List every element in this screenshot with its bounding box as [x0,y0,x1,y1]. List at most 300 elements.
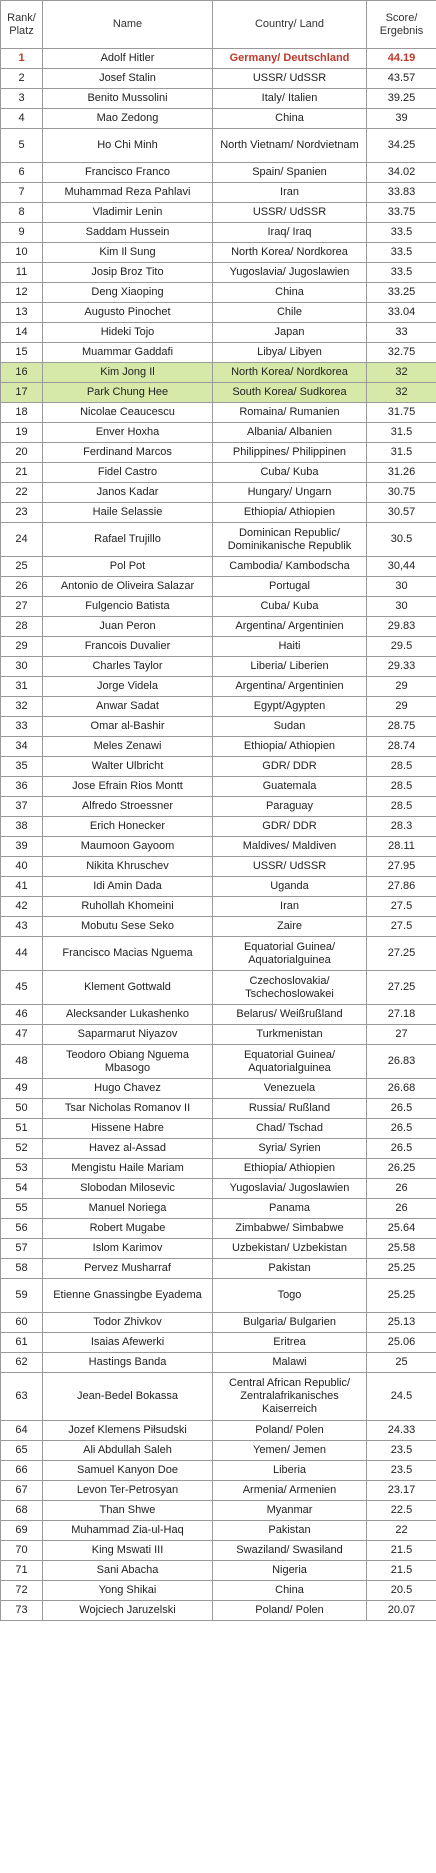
name-cell: Saparmarut Niyazov [43,1025,213,1045]
rank-cell: 29 [1,637,43,657]
rank-cell: 24 [1,523,43,557]
table-row [1,1421,436,1441]
country-cell: China [213,1581,367,1601]
country-cell: Nigeria [213,1561,367,1581]
name-cell: Rafael Trujillo [43,523,213,557]
table-row [1,443,436,463]
name-cell: Francois Duvalier [43,637,213,657]
table-row [1,1079,436,1099]
score-cell: 26.5 [367,1119,436,1139]
name-cell: Todor Zhivkov [43,1313,213,1333]
country-cell: Italy/ Italien [213,89,367,109]
score-cell: 25.58 [367,1239,436,1259]
name-cell: King Mswati III [43,1541,213,1561]
name-cell: Jozef Klemens Piłsudski [43,1421,213,1441]
rank-cell: 7 [1,183,43,203]
name-cell: Deng Xiaoping [43,283,213,303]
country-cell: Belarus/ Weißrußland [213,1005,367,1025]
name-cell: Omar al-Bashir [43,717,213,737]
country-cell: Argentina/ Argentinien [213,617,367,637]
rank-cell: 52 [1,1139,43,1159]
rank-cell: 47 [1,1025,43,1045]
name-cell: Vladimir Lenin [43,203,213,223]
country-cell: USSR/ UdSSR [213,69,367,89]
country-cell: Iran [213,183,367,203]
country-cell: Chile [213,303,367,323]
table-row [1,737,436,757]
table-row [1,363,436,383]
score-cell: 21.5 [367,1561,436,1581]
rank-cell: 70 [1,1541,43,1561]
rank-cell: 63 [1,1373,43,1421]
rank-cell: 34 [1,737,43,757]
country-cell: Hungary/ Ungarn [213,483,367,503]
score-cell: 32.75 [367,343,436,363]
score-cell: 24.33 [367,1421,436,1441]
rank-cell: 73 [1,1601,43,1621]
name-cell: Enver Hoxha [43,423,213,443]
rank-cell: 15 [1,343,43,363]
country-cell: Pakistan [213,1521,367,1541]
table-row [1,163,436,183]
table-row [1,1481,436,1501]
score-cell: 33.5 [367,243,436,263]
table-row [1,617,436,637]
score-cell: 32 [367,383,436,403]
country-cell: South Korea/ Sudkorea [213,383,367,403]
rank-cell: 12 [1,283,43,303]
country-cell: Poland/ Polen [213,1601,367,1621]
country-cell: Myanmar [213,1501,367,1521]
rank-cell: 59 [1,1279,43,1313]
table-row [1,1521,436,1541]
score-cell: 25.06 [367,1333,436,1353]
table-row [1,523,436,557]
country-cell: Chad/ Tschad [213,1119,367,1139]
table-row [1,837,436,857]
table-row [1,857,436,877]
name-cell: Francisco Franco [43,163,213,183]
rank-cell: 27 [1,597,43,617]
rank-cell: 23 [1,503,43,523]
name-cell: Walter Ulbricht [43,757,213,777]
table-row [1,1373,436,1421]
score-cell: 28.75 [367,717,436,737]
country-cell: Spain/ Spanien [213,163,367,183]
score-cell: 30 [367,597,436,617]
score-cell: 32 [367,363,436,383]
name-cell: Idi Amin Dada [43,877,213,897]
score-cell: 31.75 [367,403,436,423]
country-cell: USSR/ UdSSR [213,857,367,877]
country-cell: Egypt/Agypten [213,697,367,717]
country-cell: Czechoslovakia/ Tschechoslowakei [213,971,367,1005]
country-cell: Bulgaria/ Bulgarien [213,1313,367,1333]
table-row [1,203,436,223]
rank-cell: 16 [1,363,43,383]
score-cell: 34.25 [367,129,436,163]
table-row [1,1119,436,1139]
name-cell: Park Chung Hee [43,383,213,403]
country-cell: GDR/ DDR [213,757,367,777]
table-row [1,797,436,817]
country-cell: Venezuela [213,1079,367,1099]
score-cell: 20.07 [367,1601,436,1621]
score-cell: 29 [367,677,436,697]
country-cell: Zimbabwe/ Simbabwe [213,1219,367,1239]
rank-cell: 17 [1,383,43,403]
table-row [1,89,436,109]
table-row [1,109,436,129]
name-cell: Yong Shikai [43,1581,213,1601]
rank-cell: 2 [1,69,43,89]
rank-cell: 41 [1,877,43,897]
table-row [1,243,436,263]
name-cell: Maumoon Gayoom [43,837,213,857]
rank-cell: 62 [1,1353,43,1373]
name-cell: Alecksander Lukashenko [43,1005,213,1025]
rank-cell: 65 [1,1441,43,1461]
country-cell: Syria/ Syrien [213,1139,367,1159]
name-cell: Benito Mussolini [43,89,213,109]
name-cell: Saddam Hussein [43,223,213,243]
table-row [1,383,436,403]
name-cell: Muhammad Reza Pahlavi [43,183,213,203]
score-cell: 26.68 [367,1079,436,1099]
rank-cell: 1 [1,49,43,69]
table-row [1,937,436,971]
rank-cell: 35 [1,757,43,777]
rank-cell: 11 [1,263,43,283]
rank-cell: 42 [1,897,43,917]
score-cell: 25.64 [367,1219,436,1239]
country-cell: Zaire [213,917,367,937]
name-cell: Antonio de Oliveira Salazar [43,577,213,597]
score-cell: 29.5 [367,637,436,657]
table-row [1,1045,436,1079]
country-cell: GDR/ DDR [213,817,367,837]
name-cell: Tsar Nicholas Romanov II [43,1099,213,1119]
rank-cell: 51 [1,1119,43,1139]
name-cell: Muammar Gaddafi [43,343,213,363]
rank-cell: 64 [1,1421,43,1441]
name-cell: Francisco Macias Nguema [43,937,213,971]
table-row [1,183,436,203]
table-row [1,637,436,657]
country-cell: Japan [213,323,367,343]
rank-cell: 38 [1,817,43,837]
name-cell: Alfredo Stroessner [43,797,213,817]
score-cell: 27.5 [367,917,436,937]
rank-cell: 43 [1,917,43,937]
rank-cell: 67 [1,1481,43,1501]
table-row [1,1139,436,1159]
rank-cell: 9 [1,223,43,243]
table-row [1,1581,436,1601]
country-cell: Germany/ Deutschland [213,49,367,69]
country-cell: Argentina/ Argentinien [213,677,367,697]
name-cell: Meles Zenawi [43,737,213,757]
score-cell: 27.95 [367,857,436,877]
country-cell: Uganda [213,877,367,897]
score-cell: 27 [367,1025,436,1045]
table-row [1,1501,436,1521]
name-cell: Augusto Pinochet [43,303,213,323]
country-cell: Equatorial Guinea/ Aquatorialguinea [213,1045,367,1079]
name-cell: Hastings Banda [43,1353,213,1373]
country-cell: Albania/ Albanien [213,423,367,443]
name-cell: Hugo Chavez [43,1079,213,1099]
country-cell: Cambodia/ Kambodscha [213,557,367,577]
rank-cell: 61 [1,1333,43,1353]
name-cell: Juan Peron [43,617,213,637]
table-row [1,897,436,917]
score-cell: 33.83 [367,183,436,203]
country-cell: Haiti [213,637,367,657]
country-cell: North Vietnam/ Nordvietnam [213,129,367,163]
country-cell: Russia/ Rußland [213,1099,367,1119]
score-cell: 28.3 [367,817,436,837]
table-row [1,657,436,677]
name-cell: Nicolae Ceaucescu [43,403,213,423]
table-row [1,597,436,617]
table-row [1,1199,436,1219]
table-row [1,1279,436,1313]
table-row [1,777,436,797]
table-row [1,971,436,1005]
table-row [1,817,436,837]
name-cell: Ali Abdullah Saleh [43,1441,213,1461]
country-cell: Yemen/ Jemen [213,1441,367,1461]
rank-cell: 50 [1,1099,43,1119]
score-cell: 24.5 [367,1373,436,1421]
rank-cell: 33 [1,717,43,737]
name-cell: Sani Abacha [43,1561,213,1581]
rank-cell: 28 [1,617,43,637]
name-cell: Klement Gottwald [43,971,213,1005]
name-cell: Hissene Habre [43,1119,213,1139]
name-cell: Etienne Gnassingbe Eyadema [43,1279,213,1313]
name-cell: Wojciech Jaruzelski [43,1601,213,1621]
name-cell: Jorge Videla [43,677,213,697]
rank-cell: 14 [1,323,43,343]
table-row [1,1313,436,1333]
score-cell: 20.5 [367,1581,436,1601]
score-cell: 28.74 [367,737,436,757]
score-cell: 26.5 [367,1139,436,1159]
table-row [1,1441,436,1461]
rank-cell: 22 [1,483,43,503]
table-row [1,1219,436,1239]
score-cell: 34.02 [367,163,436,183]
score-cell: 28.5 [367,777,436,797]
table-row [1,917,436,937]
score-cell: 28.5 [367,757,436,777]
country-cell: Sudan [213,717,367,737]
rank-cell: 48 [1,1045,43,1079]
header-country: Country/ Land [213,1,367,49]
table-header [1,1,436,49]
score-cell: 23.5 [367,1441,436,1461]
header-row [1,1,436,49]
table-row [1,129,436,163]
score-cell: 27.25 [367,937,436,971]
score-cell: 33.5 [367,223,436,243]
table-row [1,423,436,443]
table-row [1,463,436,483]
country-cell: Liberia [213,1461,367,1481]
rank-cell: 10 [1,243,43,263]
score-cell: 23.17 [367,1481,436,1501]
score-cell: 25.25 [367,1279,436,1313]
score-cell: 27.25 [367,971,436,1005]
rank-cell: 32 [1,697,43,717]
score-cell: 22.5 [367,1501,436,1521]
score-cell: 26.5 [367,1099,436,1119]
score-cell: 39.25 [367,89,436,109]
table-row [1,1333,436,1353]
country-cell: Yugoslavia/ Jugoslawien [213,263,367,283]
country-cell: Panama [213,1199,367,1219]
rank-cell: 3 [1,89,43,109]
rank-cell: 31 [1,677,43,697]
name-cell: Jean-Bedel Bokassa [43,1373,213,1421]
score-cell: 33 [367,323,436,343]
header-score: Score/ Ergebnis [367,1,436,49]
table-row [1,503,436,523]
table-row [1,303,436,323]
score-cell: 26.83 [367,1045,436,1079]
country-cell: Malawi [213,1353,367,1373]
header-name: Name [43,1,213,49]
table-row [1,323,436,343]
rank-cell: 53 [1,1159,43,1179]
country-cell: USSR/ UdSSR [213,203,367,223]
table-row [1,283,436,303]
score-cell: 27.5 [367,897,436,917]
rank-cell: 45 [1,971,43,1005]
table-row [1,677,436,697]
country-cell: China [213,109,367,129]
header-rank: Rank/ Platz [1,1,43,49]
country-cell: Portugal [213,577,367,597]
rank-cell: 20 [1,443,43,463]
score-cell: 28.5 [367,797,436,817]
country-cell: Libya/ Libyen [213,343,367,363]
rank-cell: 39 [1,837,43,857]
score-cell: 29 [367,697,436,717]
table-row [1,1179,436,1199]
score-cell: 27.86 [367,877,436,897]
score-cell: 27.18 [367,1005,436,1025]
country-cell: Yugoslavia/ Jugoslawien [213,1179,367,1199]
name-cell: Muhammad Zia-ul-Haq [43,1521,213,1541]
score-cell: 26 [367,1179,436,1199]
table-row [1,1541,436,1561]
name-cell: Erich Honecker [43,817,213,837]
name-cell: Ho Chi Minh [43,129,213,163]
name-cell: Levon Ter-Petrosyan [43,1481,213,1501]
rank-cell: 58 [1,1259,43,1279]
name-cell: Ruhollah Khomeini [43,897,213,917]
table-row [1,1025,436,1045]
table-row [1,263,436,283]
name-cell: Janos Kadar [43,483,213,503]
name-cell: Fidel Castro [43,463,213,483]
score-cell: 23.5 [367,1461,436,1481]
rank-cell: 71 [1,1561,43,1581]
name-cell: Samuel Kanyon Doe [43,1461,213,1481]
rank-cell: 66 [1,1461,43,1481]
score-cell: 39 [367,109,436,129]
country-cell: Philippines/ Philippinen [213,443,367,463]
name-cell: Josip Broz Tito [43,263,213,283]
rank-cell: 4 [1,109,43,129]
table-row [1,557,436,577]
country-cell: Paraguay [213,797,367,817]
score-cell: 30 [367,577,436,597]
rank-cell: 8 [1,203,43,223]
score-cell: 28.11 [367,837,436,857]
country-cell: Pakistan [213,1259,367,1279]
table-row [1,1601,436,1621]
name-cell: Fulgencio Batista [43,597,213,617]
name-cell: Robert Mugabe [43,1219,213,1239]
rank-cell: 25 [1,557,43,577]
country-cell: Maldives/ Maldiven [213,837,367,857]
table-row [1,877,436,897]
rank-cell: 55 [1,1199,43,1219]
name-cell: Kim Il Sung [43,243,213,263]
score-cell: 30.5 [367,523,436,557]
table-row [1,223,436,243]
table-row [1,757,436,777]
name-cell: Isaias Afewerki [43,1333,213,1353]
score-cell: 33.25 [367,283,436,303]
table-row [1,1461,436,1481]
name-cell: Kim Jong Il [43,363,213,383]
country-cell: Ethiopia/ Athiopien [213,1159,367,1179]
rank-cell: 57 [1,1239,43,1259]
score-cell: 30,44 [367,557,436,577]
score-cell: 21.5 [367,1541,436,1561]
table-row [1,1259,436,1279]
name-cell: Than Shwe [43,1501,213,1521]
rank-cell: 46 [1,1005,43,1025]
table-row [1,343,436,363]
country-cell: North Korea/ Nordkorea [213,243,367,263]
rank-cell: 44 [1,937,43,971]
rank-cell: 72 [1,1581,43,1601]
country-cell: Cuba/ Kuba [213,597,367,617]
rank-cell: 49 [1,1079,43,1099]
name-cell: Mengistu Haile Mariam [43,1159,213,1179]
name-cell: Pervez Musharraf [43,1259,213,1279]
rank-cell: 54 [1,1179,43,1199]
country-cell: Swaziland/ Swasiland [213,1541,367,1561]
score-cell: 25.13 [367,1313,436,1333]
score-cell: 31.5 [367,443,436,463]
table-row [1,1561,436,1581]
country-cell: Turkmenistan [213,1025,367,1045]
table-row [1,1239,436,1259]
rank-cell: 60 [1,1313,43,1333]
country-cell: Eritrea [213,1333,367,1353]
table-body [1,49,436,1621]
table-row [1,69,436,89]
rank-cell: 56 [1,1219,43,1239]
name-cell: Charles Taylor [43,657,213,677]
